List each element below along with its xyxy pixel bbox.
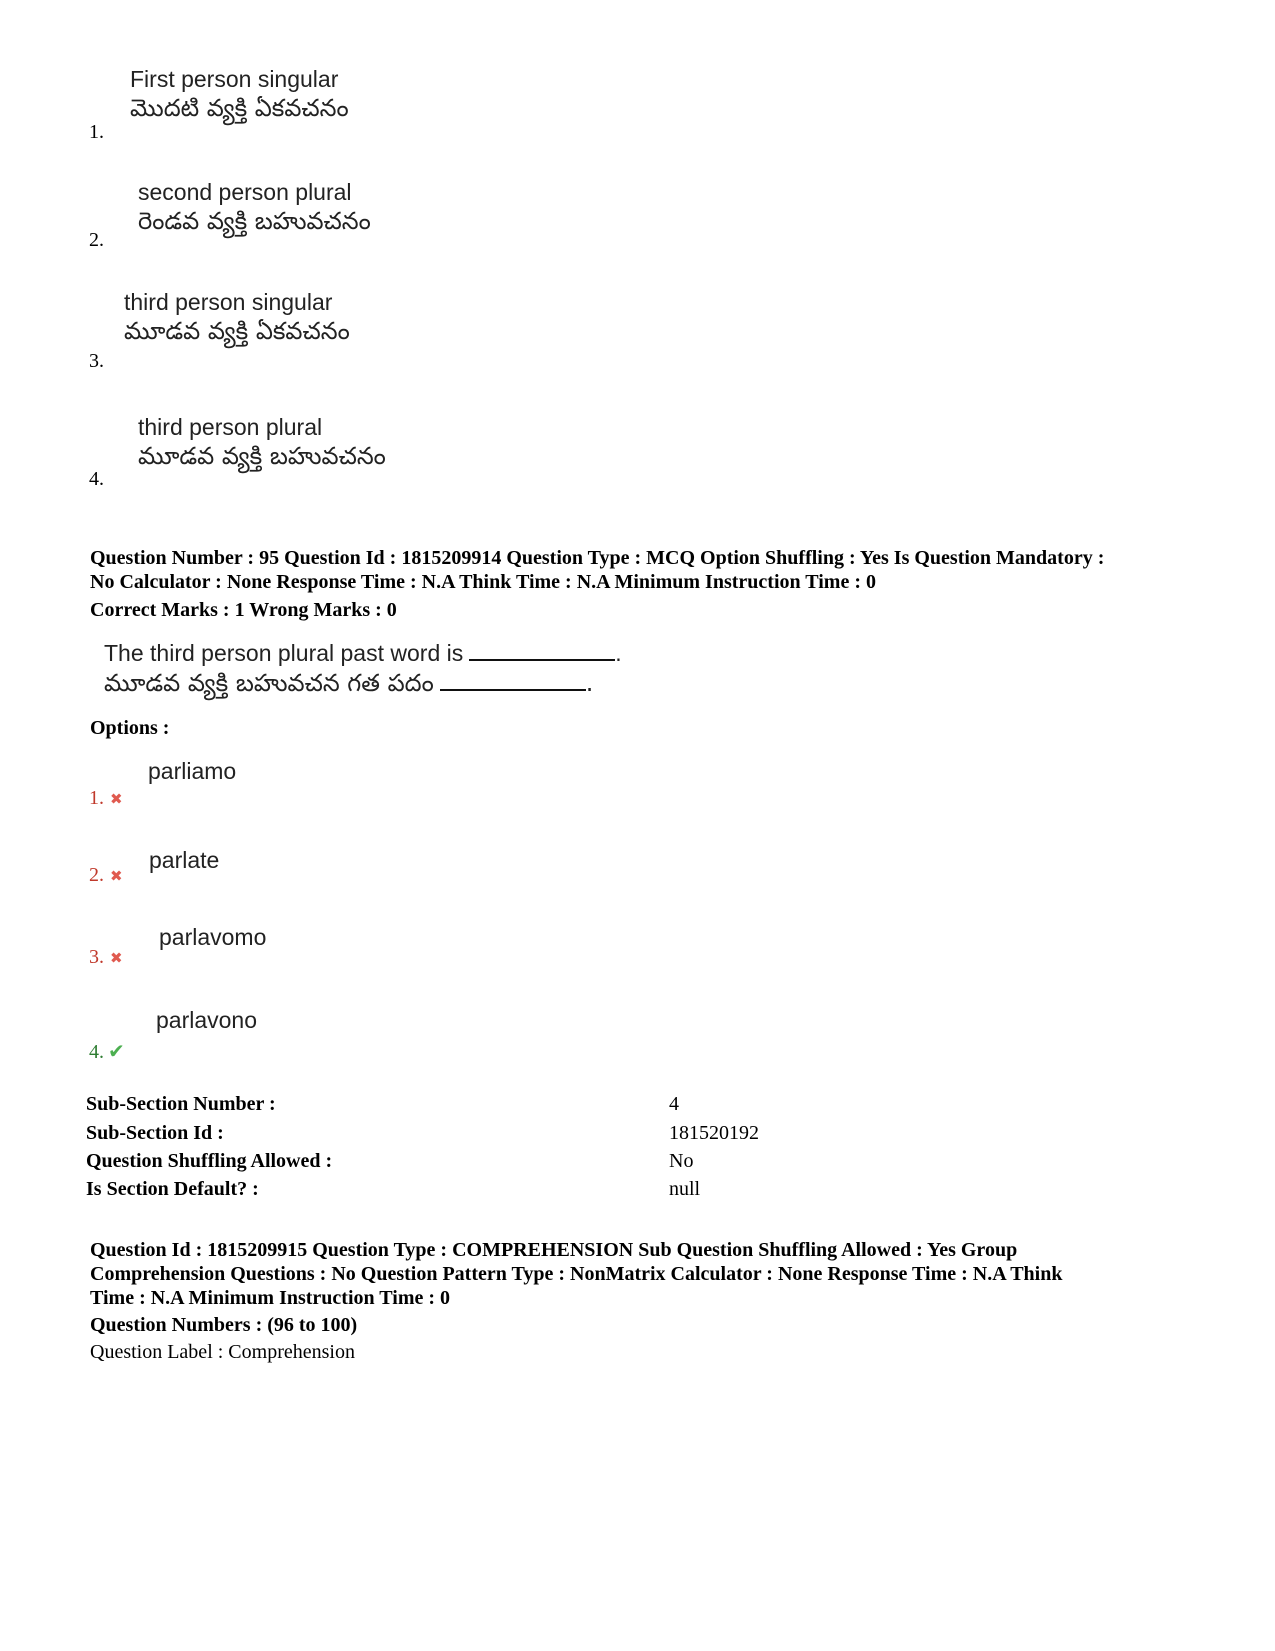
option-2-number (89, 864, 123, 887)
question-meta-line-1: Question Number : 95 Question Id : 1815209914 Question Type : MCQ Option Shuffling : Yes Is Question Mandatory : (90, 547, 1105, 569)
question-text-te-label: మూడవ వ్యక్తి బహువచన గత పదం (104, 669, 434, 697)
cross-icon: ✖ (110, 867, 123, 885)
comprehension-meta-line-2: Comprehension Questions : No Question Pattern Type : NonMatrix Calculator : None Response Time : N.A Think (90, 1263, 1063, 1285)
prev-option-2-en: second person plural (138, 179, 352, 205)
prev-option-2-number: 2. (89, 229, 104, 251)
prev-option-4-te: మూడవ వ్యక్తి బహువచనం (138, 442, 386, 470)
section-default-label: Is Section Default? : (86, 1178, 259, 1200)
prev-option-1-number: 1. (89, 121, 104, 143)
option-1-number (89, 787, 123, 810)
subsection-number-label: Sub-Section Number : (86, 1093, 276, 1115)
question-meta-line-2: No Calculator : None Response Time : N.A Think Time : N.A Minimum Instruction Time : 0 (90, 571, 876, 593)
prev-option-1-en: First person singular (130, 66, 339, 92)
option-3-text: parlavomo (159, 924, 267, 950)
comprehension-meta-line-3: Time : N.A Minimum Instruction Time : 0 (90, 1287, 451, 1309)
comprehension-question-numbers: Question Numbers : (96 to 100) (90, 1314, 358, 1336)
subsection-number-value: 4 (669, 1093, 679, 1115)
question-marks: Correct Marks : 1 Wrong Marks : 0 (90, 599, 397, 621)
prev-option-4-en: third person plural (138, 414, 323, 440)
option-4-number-label: 4. (89, 1041, 104, 1063)
subsection-id-value: 181520192 (669, 1122, 759, 1144)
prev-option-3-number: 3. (89, 350, 104, 372)
prev-option-3-te: మూడవ వ్యక్తి ఏకవచనం (124, 317, 350, 345)
option-4-text: parlavono (156, 1007, 258, 1033)
section-default-value: null (669, 1178, 701, 1200)
question-text-en (104, 640, 622, 667)
prev-option-3-en: third person singular (124, 289, 333, 315)
prev-option-1-te: మొదటి వ్యక్తి ఏకవచనం (130, 94, 349, 122)
comprehension-meta-line-1: Question Id : 1815209915 Question Type : COMPREHENSION Sub Question Shuffling Allowed : Yes Group (90, 1239, 1018, 1261)
answer-blank-te (440, 689, 586, 691)
option-3-number (89, 946, 123, 969)
comprehension-meta (90, 1238, 1200, 1310)
options-label: Options : (90, 717, 170, 739)
option-4-number (89, 1039, 125, 1064)
subsection-id-label: Sub-Section Id : (86, 1122, 224, 1144)
option-2-number-label: 2. (89, 864, 104, 886)
question-shuffling-label: Question Shuffling Allowed : (86, 1150, 333, 1172)
option-1-text: parliamo (148, 758, 237, 784)
option-1-number-label: 1. (89, 787, 104, 809)
cross-icon: ✖ (110, 790, 123, 808)
answer-blank (469, 659, 615, 661)
question-meta (90, 546, 1200, 594)
option-2-text: parlate (149, 847, 220, 873)
comprehension-question-label: Question Label : Comprehension (90, 1341, 355, 1363)
question-text-te (104, 669, 593, 703)
question-period: . (615, 640, 622, 666)
prev-option-2-te: రెండవ వ్యక్తి బహువచనం (138, 207, 371, 235)
question-shuffling-value: No (669, 1150, 694, 1172)
cross-icon: ✖ (110, 949, 123, 967)
question-period-te: . (585, 669, 594, 697)
option-3-number-label: 3. (89, 946, 104, 968)
question-text-en-label: The third person plural past word is (104, 640, 464, 666)
prev-option-4-number: 4. (89, 468, 104, 490)
check-icon: ✔ (108, 1039, 125, 1063)
